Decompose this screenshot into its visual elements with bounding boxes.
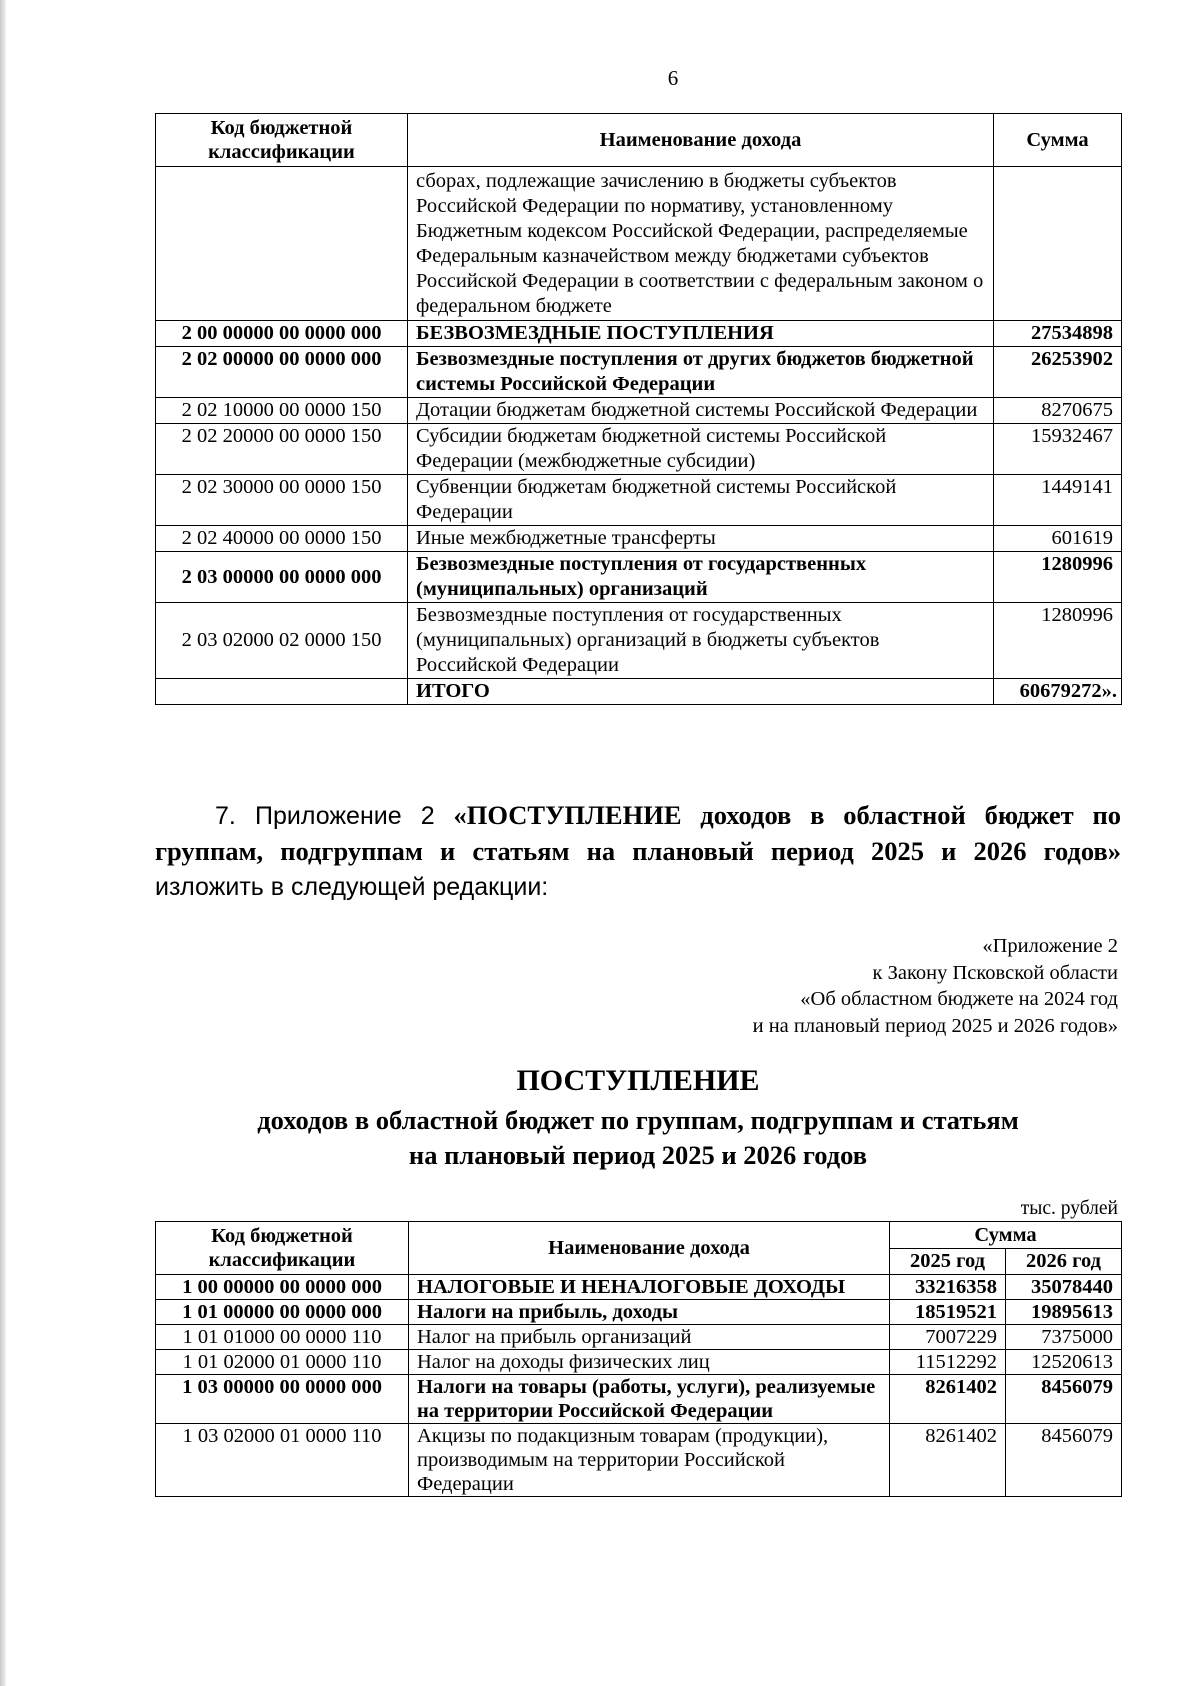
cell-code <box>156 167 408 321</box>
header-sum: Сумма <box>994 114 1122 167</box>
cell-code: 2 02 20000 00 0000 150 <box>156 424 408 475</box>
cell-sum: 27534898 <box>994 321 1122 347</box>
cell-sum: 1449141 <box>994 475 1122 526</box>
cell-sum: 1280996 <box>994 603 1122 679</box>
cell-code: 1 01 00000 00 0000 000 <box>156 1300 409 1325</box>
cell-name: Дотации бюджетам бюджетной системы Российской Федерации <box>408 398 994 424</box>
header-year-2025: 2025 год <box>890 1248 1006 1275</box>
table-row <box>156 1275 1122 1300</box>
cell-code: 1 01 02000 01 0000 110 <box>156 1350 409 1375</box>
cell-sum <box>994 167 1122 321</box>
table-header-row <box>156 114 1122 167</box>
document-subtitle <box>155 1103 1121 1173</box>
cell-sum: 26253902 <box>994 347 1122 398</box>
cell-2025: 8261402 <box>890 1375 1006 1424</box>
amendment-paragraph <box>155 798 1121 905</box>
table-row <box>156 1350 1122 1375</box>
cell-2025: 11512292 <box>890 1350 1006 1375</box>
cell-name: Акцизы по подакцизным товарам (продукции), производимым на территории Российской Федерации <box>409 1424 890 1497</box>
table-row <box>156 167 1122 321</box>
cell-2026: 8456079 <box>1006 1424 1122 1497</box>
table-row <box>156 398 1122 424</box>
header-code: Код бюджетной классификации <box>156 1222 409 1275</box>
table-header-row <box>156 1222 1122 1249</box>
paragraph-bold-title: «ПОСТУПЛЕНИЕ доходов в областной бюджет по группам, подгруппам и статьям на плановый период 2025 и 2026 годов» <box>155 800 1122 866</box>
page-number: 6 <box>667 66 679 90</box>
paragraph-prefix: 7. Приложение 2 <box>215 802 435 830</box>
appendix-line: «Приложение 2 <box>982 935 1118 957</box>
cell-sum: 601619 <box>994 526 1122 552</box>
header-name: Наименование дохода <box>409 1222 890 1275</box>
cell-code: 2 02 30000 00 0000 150 <box>156 475 408 526</box>
table-row <box>156 526 1122 552</box>
income-table-2024 <box>155 113 1122 705</box>
cell-sum: 15932467 <box>994 424 1122 475</box>
header-name: Наименование дохода <box>408 114 994 167</box>
subtitle-line: на плановый период 2025 и 2026 годов <box>408 1140 868 1170</box>
header-sum: Сумма <box>890 1222 1122 1249</box>
cell-sum: 8270675 <box>994 398 1122 424</box>
cell-2026: 35078440 <box>1006 1275 1122 1300</box>
table-row <box>156 1424 1122 1497</box>
table-row <box>156 321 1122 347</box>
cell-code: 2 02 00000 00 0000 000 <box>156 347 408 398</box>
cell-2025: 7007229 <box>890 1325 1006 1350</box>
table-row <box>156 603 1122 679</box>
table-row <box>156 1325 1122 1350</box>
cell-2025: 18519521 <box>890 1300 1006 1325</box>
cell-code <box>156 679 408 705</box>
cell-name: сборах, подлежащие зачислению в бюджеты субъектов Российской Федерации по нормативу, установленному Бюджетным кодексом Российской Федерации, распределяемые Федеральным казначейством между бюджетами субъектов Российской Федерации в соответствии с федеральным законом о федеральном бюджете <box>408 167 994 321</box>
cell-2026: 8456079 <box>1006 1375 1122 1424</box>
cell-2026: 7375000 <box>1006 1325 1122 1350</box>
table-row <box>156 475 1122 526</box>
table-row <box>156 424 1122 475</box>
cell-code: 2 00 00000 00 0000 000 <box>156 321 408 347</box>
table-row <box>156 347 1122 398</box>
cell-name: БЕЗВОЗМЕЗДНЫЕ ПОСТУПЛЕНИЯ <box>408 321 994 347</box>
table-row <box>156 552 1122 603</box>
header-year-2026: 2026 год <box>1006 1248 1122 1275</box>
cell-code: 1 01 01000 00 0000 110 <box>156 1325 409 1350</box>
cell-code: 1 03 02000 01 0000 110 <box>156 1424 409 1497</box>
total-label: ИТОГО <box>408 679 994 705</box>
units-label: тыс. рублей <box>1020 1198 1118 1219</box>
appendix-line: к Закону Псковской области <box>872 961 1118 984</box>
income-table-2025-2026 <box>155 1221 1122 1497</box>
appendix-reference <box>753 933 1118 1039</box>
cell-2026: 12520613 <box>1006 1350 1122 1375</box>
cell-name: Налог на прибыль организаций <box>409 1325 890 1350</box>
cell-name: Налоги на товары (работы, услуги), реализуемые на территории Российской Федерации <box>409 1375 890 1424</box>
cell-code: 2 02 10000 00 0000 150 <box>156 398 408 424</box>
cell-name: Безвозмездные поступления от государственных (муниципальных) организаций в бюджеты субъектов Российской Федерации <box>408 603 994 679</box>
appendix-line: «Об областном бюджете на 2024 год <box>800 988 1118 1010</box>
cell-sum: 1280996 <box>994 552 1122 603</box>
paragraph-suffix: изложить в следующей редакции: <box>155 873 549 901</box>
cell-name: Налоги на прибыль, доходы <box>409 1300 890 1325</box>
cell-code: 1 03 00000 00 0000 000 <box>156 1375 409 1424</box>
cell-name: Иные межбюджетные трансферты <box>408 526 994 552</box>
cell-name: Налог на доходы физических лиц <box>409 1350 890 1375</box>
document-title: ПОСТУПЛЕНИЕ <box>516 1064 760 1097</box>
table-row <box>156 1300 1122 1325</box>
cell-code: 2 03 00000 00 0000 000 <box>156 552 408 603</box>
cell-code: 2 03 02000 02 0000 150 <box>156 603 408 679</box>
cell-2026: 19895613 <box>1006 1300 1122 1325</box>
cell-name: Безвозмездные поступления от государственных (муниципальных) организаций <box>408 552 994 603</box>
cell-name: Субвенции бюджетам бюджетной системы Российской Федерации <box>408 475 994 526</box>
total-sum: 60679272». <box>994 679 1122 705</box>
cell-code: 1 00 00000 00 0000 000 <box>156 1275 409 1300</box>
table-row <box>156 1375 1122 1424</box>
cell-name: НАЛОГОВЫЕ И НЕНАЛОГОВЫЕ ДОХОДЫ <box>409 1275 890 1300</box>
appendix-line: и на плановый период 2025 и 2026 годов» <box>752 1014 1118 1037</box>
table-total-row <box>156 679 1122 705</box>
cell-2025: 33216358 <box>890 1275 1006 1300</box>
header-code: Код бюджетной классификации <box>156 114 408 167</box>
cell-2025: 8261402 <box>890 1424 1006 1497</box>
scan-edge <box>0 0 6 1686</box>
cell-name: Безвозмездные поступления от других бюджетов бюджетной системы Российской Федерации <box>408 347 994 398</box>
cell-name: Субсидии бюджетам бюджетной системы Российской Федерации (межбюджетные субсидии) <box>408 424 994 475</box>
subtitle-line: доходов в областной бюджет по группам, подгруппам и статьям <box>257 1105 1019 1135</box>
cell-code: 2 02 40000 00 0000 150 <box>156 526 408 552</box>
